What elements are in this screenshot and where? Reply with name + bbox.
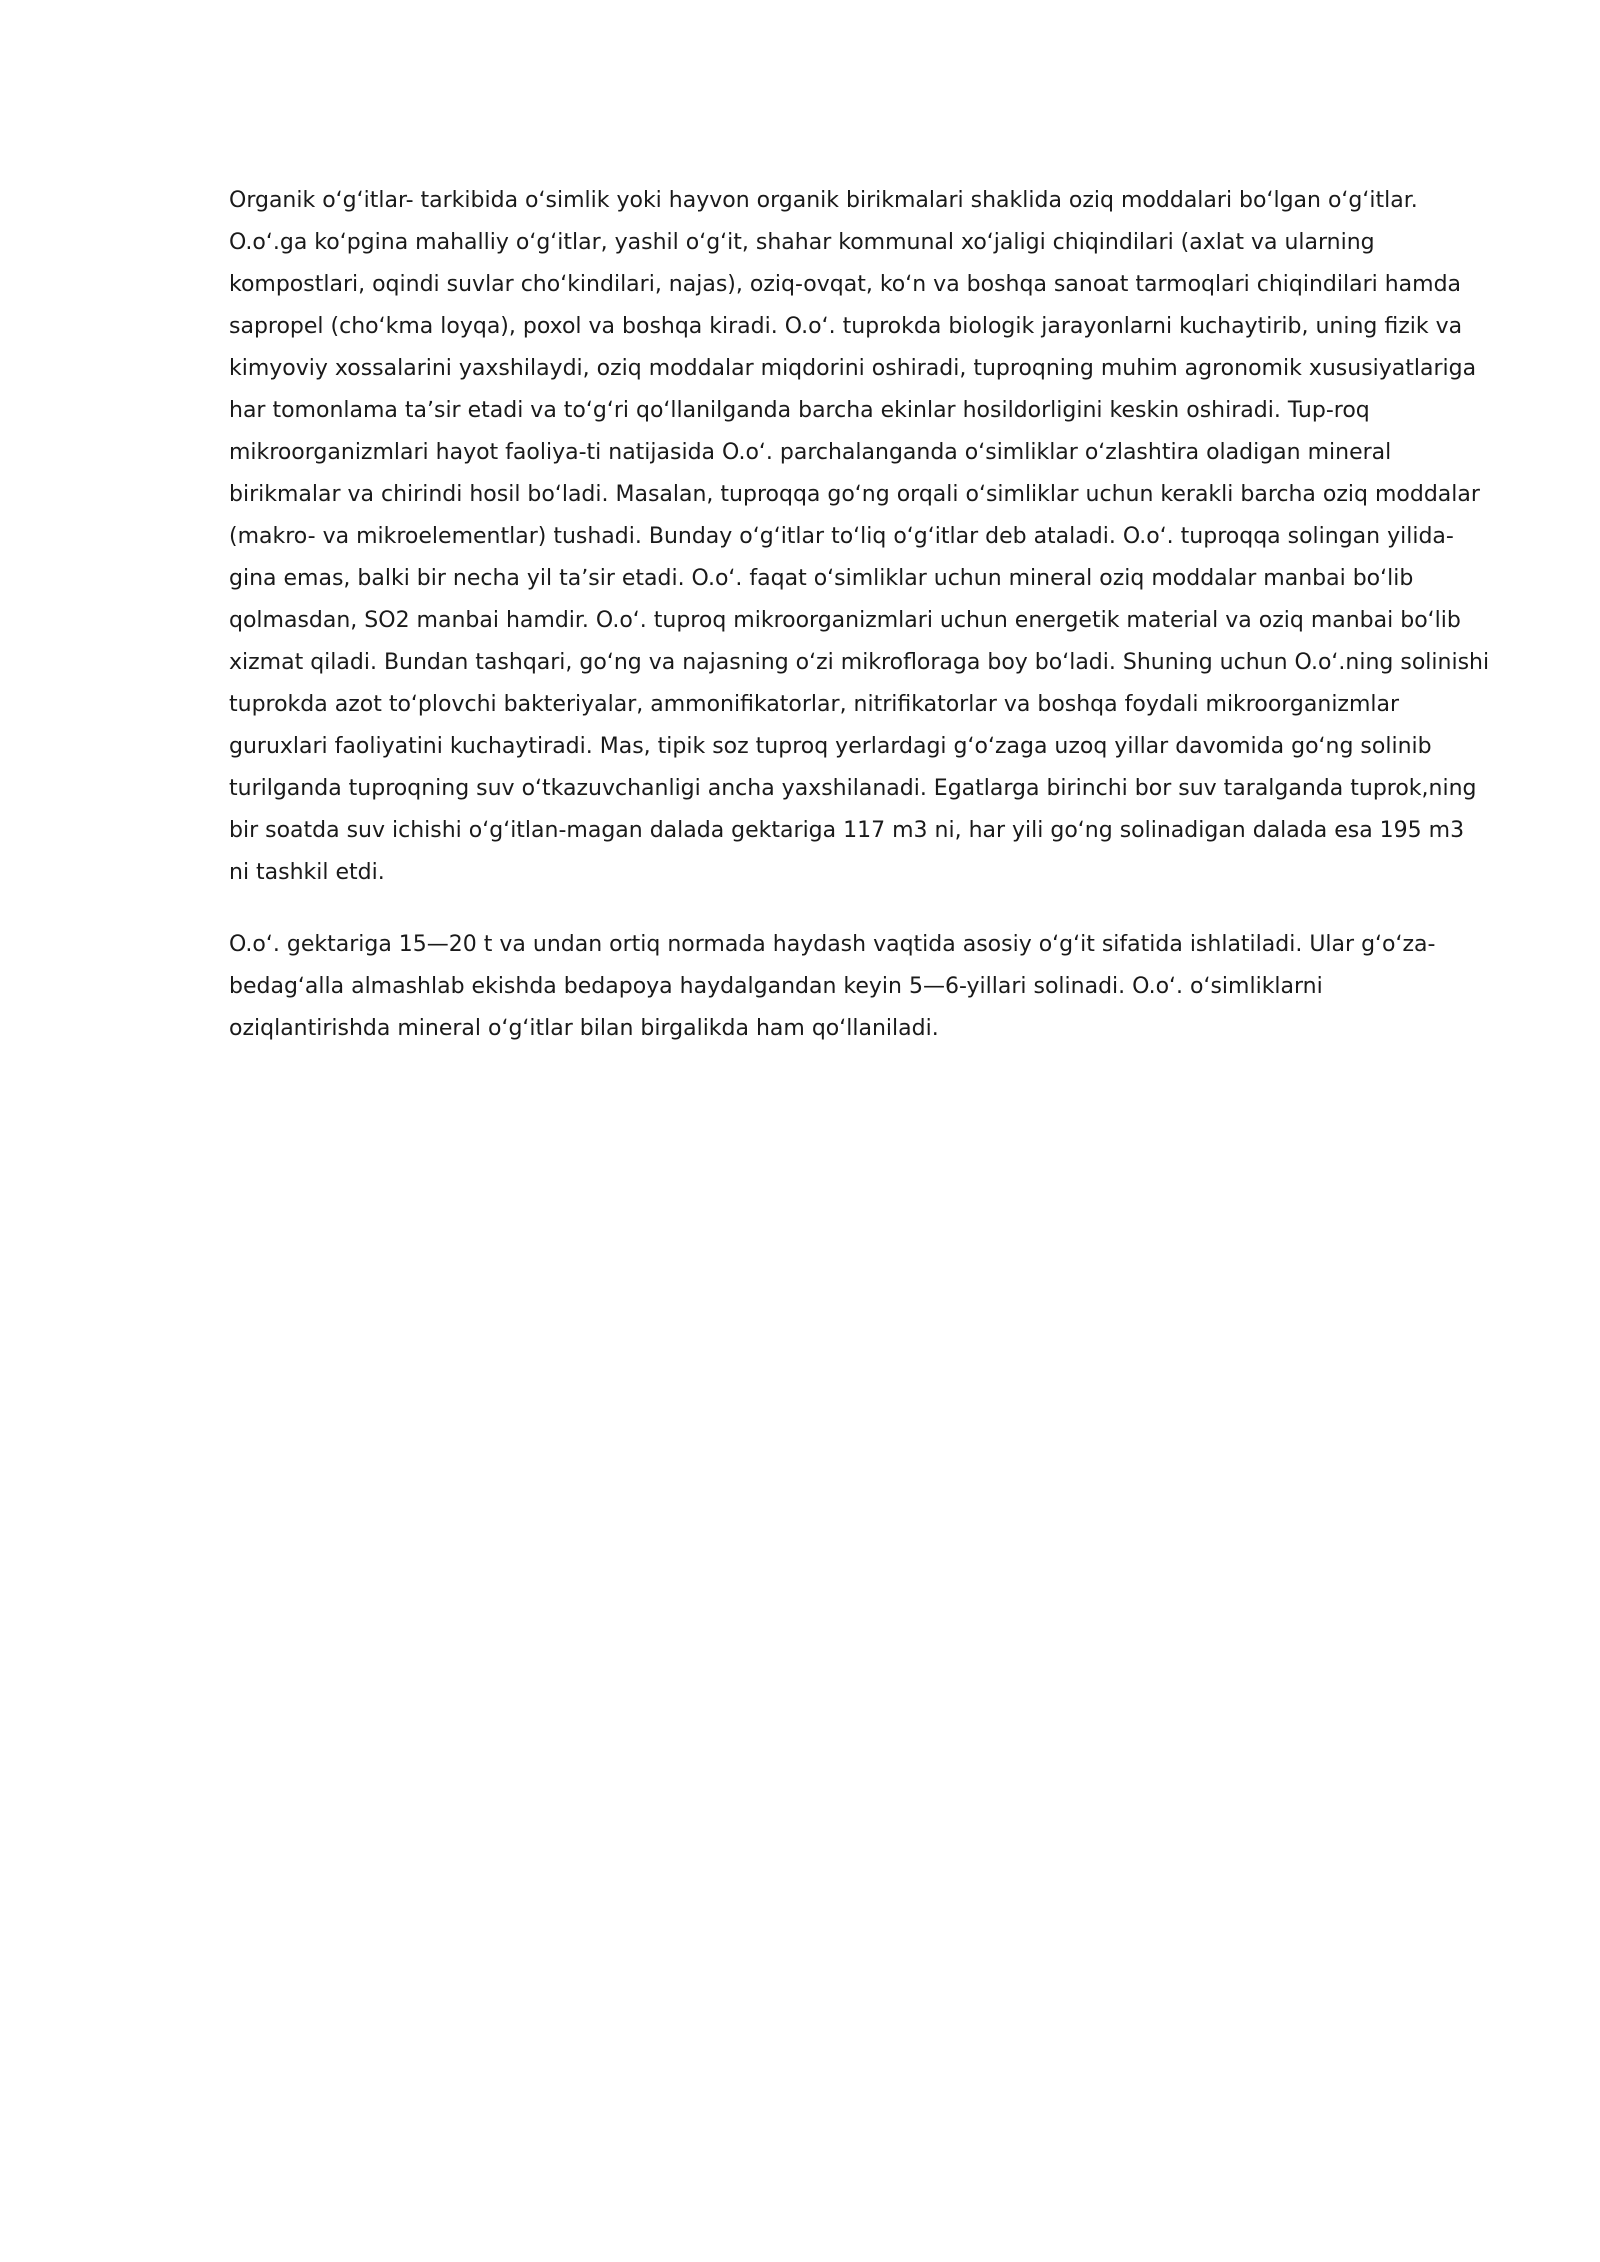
paragraph-2: O.oʻ. gektariga 15—20 t va undan ortiq normada haydash vaqtida asosiy oʻgʻit sifatida ishlatiladi. Ular gʻoʻza-bedagʻalla almashlab ekishda bedapoya haydalgandan keyin 5—6-yillari solinadi. O.oʻ. oʻsimliklarni oziqlantirishda mineral oʻgʻitlar bilan birgalikda ham qoʻllaniladi. [229,932,1436,1041]
paragraph-1: Organik oʻgʻitlar- tarkibida oʻsimlik yoki hayvon organik birikmalari shaklida oziq moddalari boʻlgan oʻgʻitlar. O.oʻ.ga koʻpgina mahalliy oʻgʻitlar, yashil oʻgʻit, shahar kommunal xoʻjaligi chiqindilari (axlat va ularning kompostlari, oqindi suvlar choʻkindilari, najas), oziq-ovqat, koʻn va boshqa sanoat tarmoqlari chiqindilari hamda sapropel (choʻkma loyqa), poxol va boshqa kiradi. O.oʻ. tuprokda biologik jarayonlarni kuchaytirib, uning fizik va kimyoviy xossalarini yaxshilaydi, oziq moddalar miqdorini oshiradi, tuproqning muhim agronomik xususiyatlariga har tomonlama taʼsir etadi va toʻgʻri qoʻllanilganda barcha ekinlar hosildorligini keskin oshiradi. Tup-roq mikroorganizmlari hayot faoliya-ti natijasida O.oʻ. parchalanganda oʻsimliklar oʻzlashtira oladigan mineral birikmalar va chirindi hosil boʻladi. Masalan, tuproqqa goʻng orqali oʻsimliklar uchun kerakli barcha oziq moddalar (makro- va mikroelementlar) tushadi. Bunday oʻgʻitlar toʻliq oʻgʻitlar deb ataladi. O.oʻ. tuproqqa solingan yilida-gina emas, balki bir necha yil taʼsir etadi. O.oʻ. faqat oʻsimliklar uchun mineral oziq moddalar manbai boʻlib qolmasdan, SO2 manbai hamdir. O.oʻ. tuproq mikroorganizmlari uchun energetik material va oziq manbai boʻlib xizmat qiladi. Bundan tashqari, goʻng va najasning oʻzi mikrofloraga boy boʻladi. Shuning uchun O.oʻ.ning solinishi tuprokda azot toʻplovchi bakteriyalar, ammonifikatorlar, nitrifikatorlar va boshqa foydali mikroorganizmlar guruxlari faoliyatini kuchaytiradi. Mas, tipik soz tuproq yerlardagi gʻoʻzaga uzoq yillar davomida goʻng solinib turilganda tuproqning suv oʻtkazuvchanligi ancha yaxshilanadi. Egatlarga birinchi bor suv taralganda tuprok,ning bir soatda suv ichishi oʻgʻitlan-magan dalada gektariga 117 m3 ni, har yili goʻng solinadigan dalada esa 195 m3 ni tashkil etdi. [229,188,1490,885]
document-body [229,180,1491,1080]
